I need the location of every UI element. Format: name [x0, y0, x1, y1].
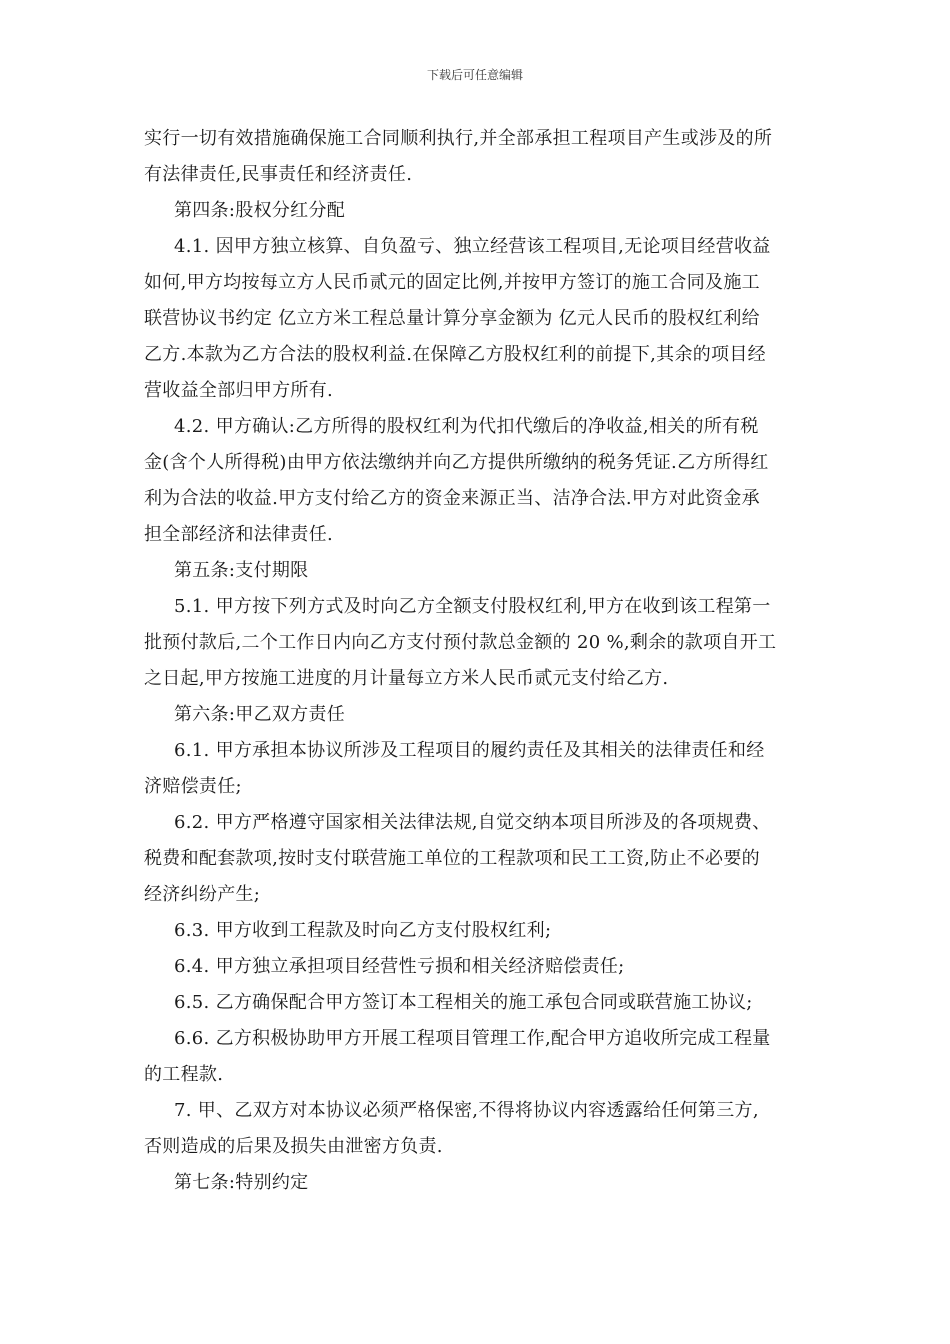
- text-line: 金(含个人所得税)由甲方依法缴纳并向乙方提供所缴纳的税务凭证.乙方所得红: [144, 452, 769, 473]
- text-line: 5.1. 甲方按下列方式及时向乙方全额支付股权红利,甲方在收到该工程第一: [174, 596, 771, 617]
- text-line: 6.1. 甲方承担本协议所涉及工程项目的履约责任及其相关的法律责任和经: [174, 740, 765, 761]
- text-line: 4.1. 因甲方独立核算、自负盈亏、独立经营该工程项目,无论项目经营收益: [174, 236, 771, 257]
- text-line: 6.6. 乙方积极协助甲方开展工程项目管理工作,配合甲方追收所完成工程量: [174, 1028, 771, 1049]
- text-line: 否则造成的后果及损失由泄密方负责.: [144, 1136, 443, 1157]
- text-line: 6.2. 甲方严格遵守国家相关法律法规,自觉交纳本项目所涉及的各项规费、: [174, 812, 771, 833]
- text-line: 营收益全部归甲方所有.: [144, 380, 334, 401]
- text-line: 如何,甲方均按每立方人民币贰元的固定比例,并按甲方签订的施工合同及施工: [144, 272, 760, 293]
- text-line: 联营协议书约定 亿立方米工程总量计算分享金额为 亿元人民币的股权红利给: [144, 308, 760, 329]
- document-body: [144, 121, 808, 1201]
- text-line: 第五条:支付期限: [174, 560, 309, 581]
- text-line: 之日起,甲方按施工进度的月计量每立方米人民币贰元支付给乙方.: [144, 668, 669, 689]
- text-line: 乙方.本款为乙方合法的股权利益.在保障乙方股权红利的前提下,其余的项目经: [144, 344, 766, 365]
- text-line: 税费和配套款项,按时支付联营施工单位的工程款项和民工工资,防止不必要的: [144, 848, 760, 869]
- text-line: 的工程款.: [144, 1064, 224, 1085]
- text-line: 6.3. 甲方收到工程款及时向乙方支付股权红利;: [174, 920, 552, 941]
- text-line: 4.2. 甲方确认:乙方所得的股权红利为代扣代缴后的净收益,相关的所有税: [174, 416, 759, 437]
- page-header-note: 下载后可任意编辑: [426, 68, 523, 82]
- text-line: 第四条:股权分红分配: [174, 200, 346, 221]
- text-line: 7. 甲、乙双方对本协议必须严格保密,不得将协议内容透露给任何第三方,: [174, 1100, 759, 1121]
- text-line: 有法律责任,民事责任和经济责任.: [144, 164, 413, 185]
- text-line: 第七条:特别约定: [174, 1172, 309, 1193]
- text-line: 经济纠纷产生;: [144, 884, 261, 905]
- text-line: 6.5. 乙方确保配合甲方签订本工程相关的施工承包合同或联营施工协议;: [174, 992, 753, 1013]
- text-line: 实行一切有效措施确保施工合同顺利执行,并全部承担工程项目产生或涉及的所: [144, 128, 773, 149]
- text-line: 济赔偿责任;: [144, 776, 242, 797]
- text-line: 利为合法的收益.甲方支付给乙方的资金来源正当、洁净合法.甲方对此资金承: [144, 488, 760, 509]
- text-line: 6.4. 甲方独立承担项目经营性亏损和相关经济赔偿责任;: [174, 956, 625, 977]
- text-line: 第六条:甲乙双方责任: [174, 704, 346, 725]
- text-line: 批预付款后,二个工作日内向乙方支付预付款总金额的 20 %,剩余的款项自开工: [144, 632, 777, 653]
- text-line: 担全部经济和法律责任.: [144, 524, 334, 545]
